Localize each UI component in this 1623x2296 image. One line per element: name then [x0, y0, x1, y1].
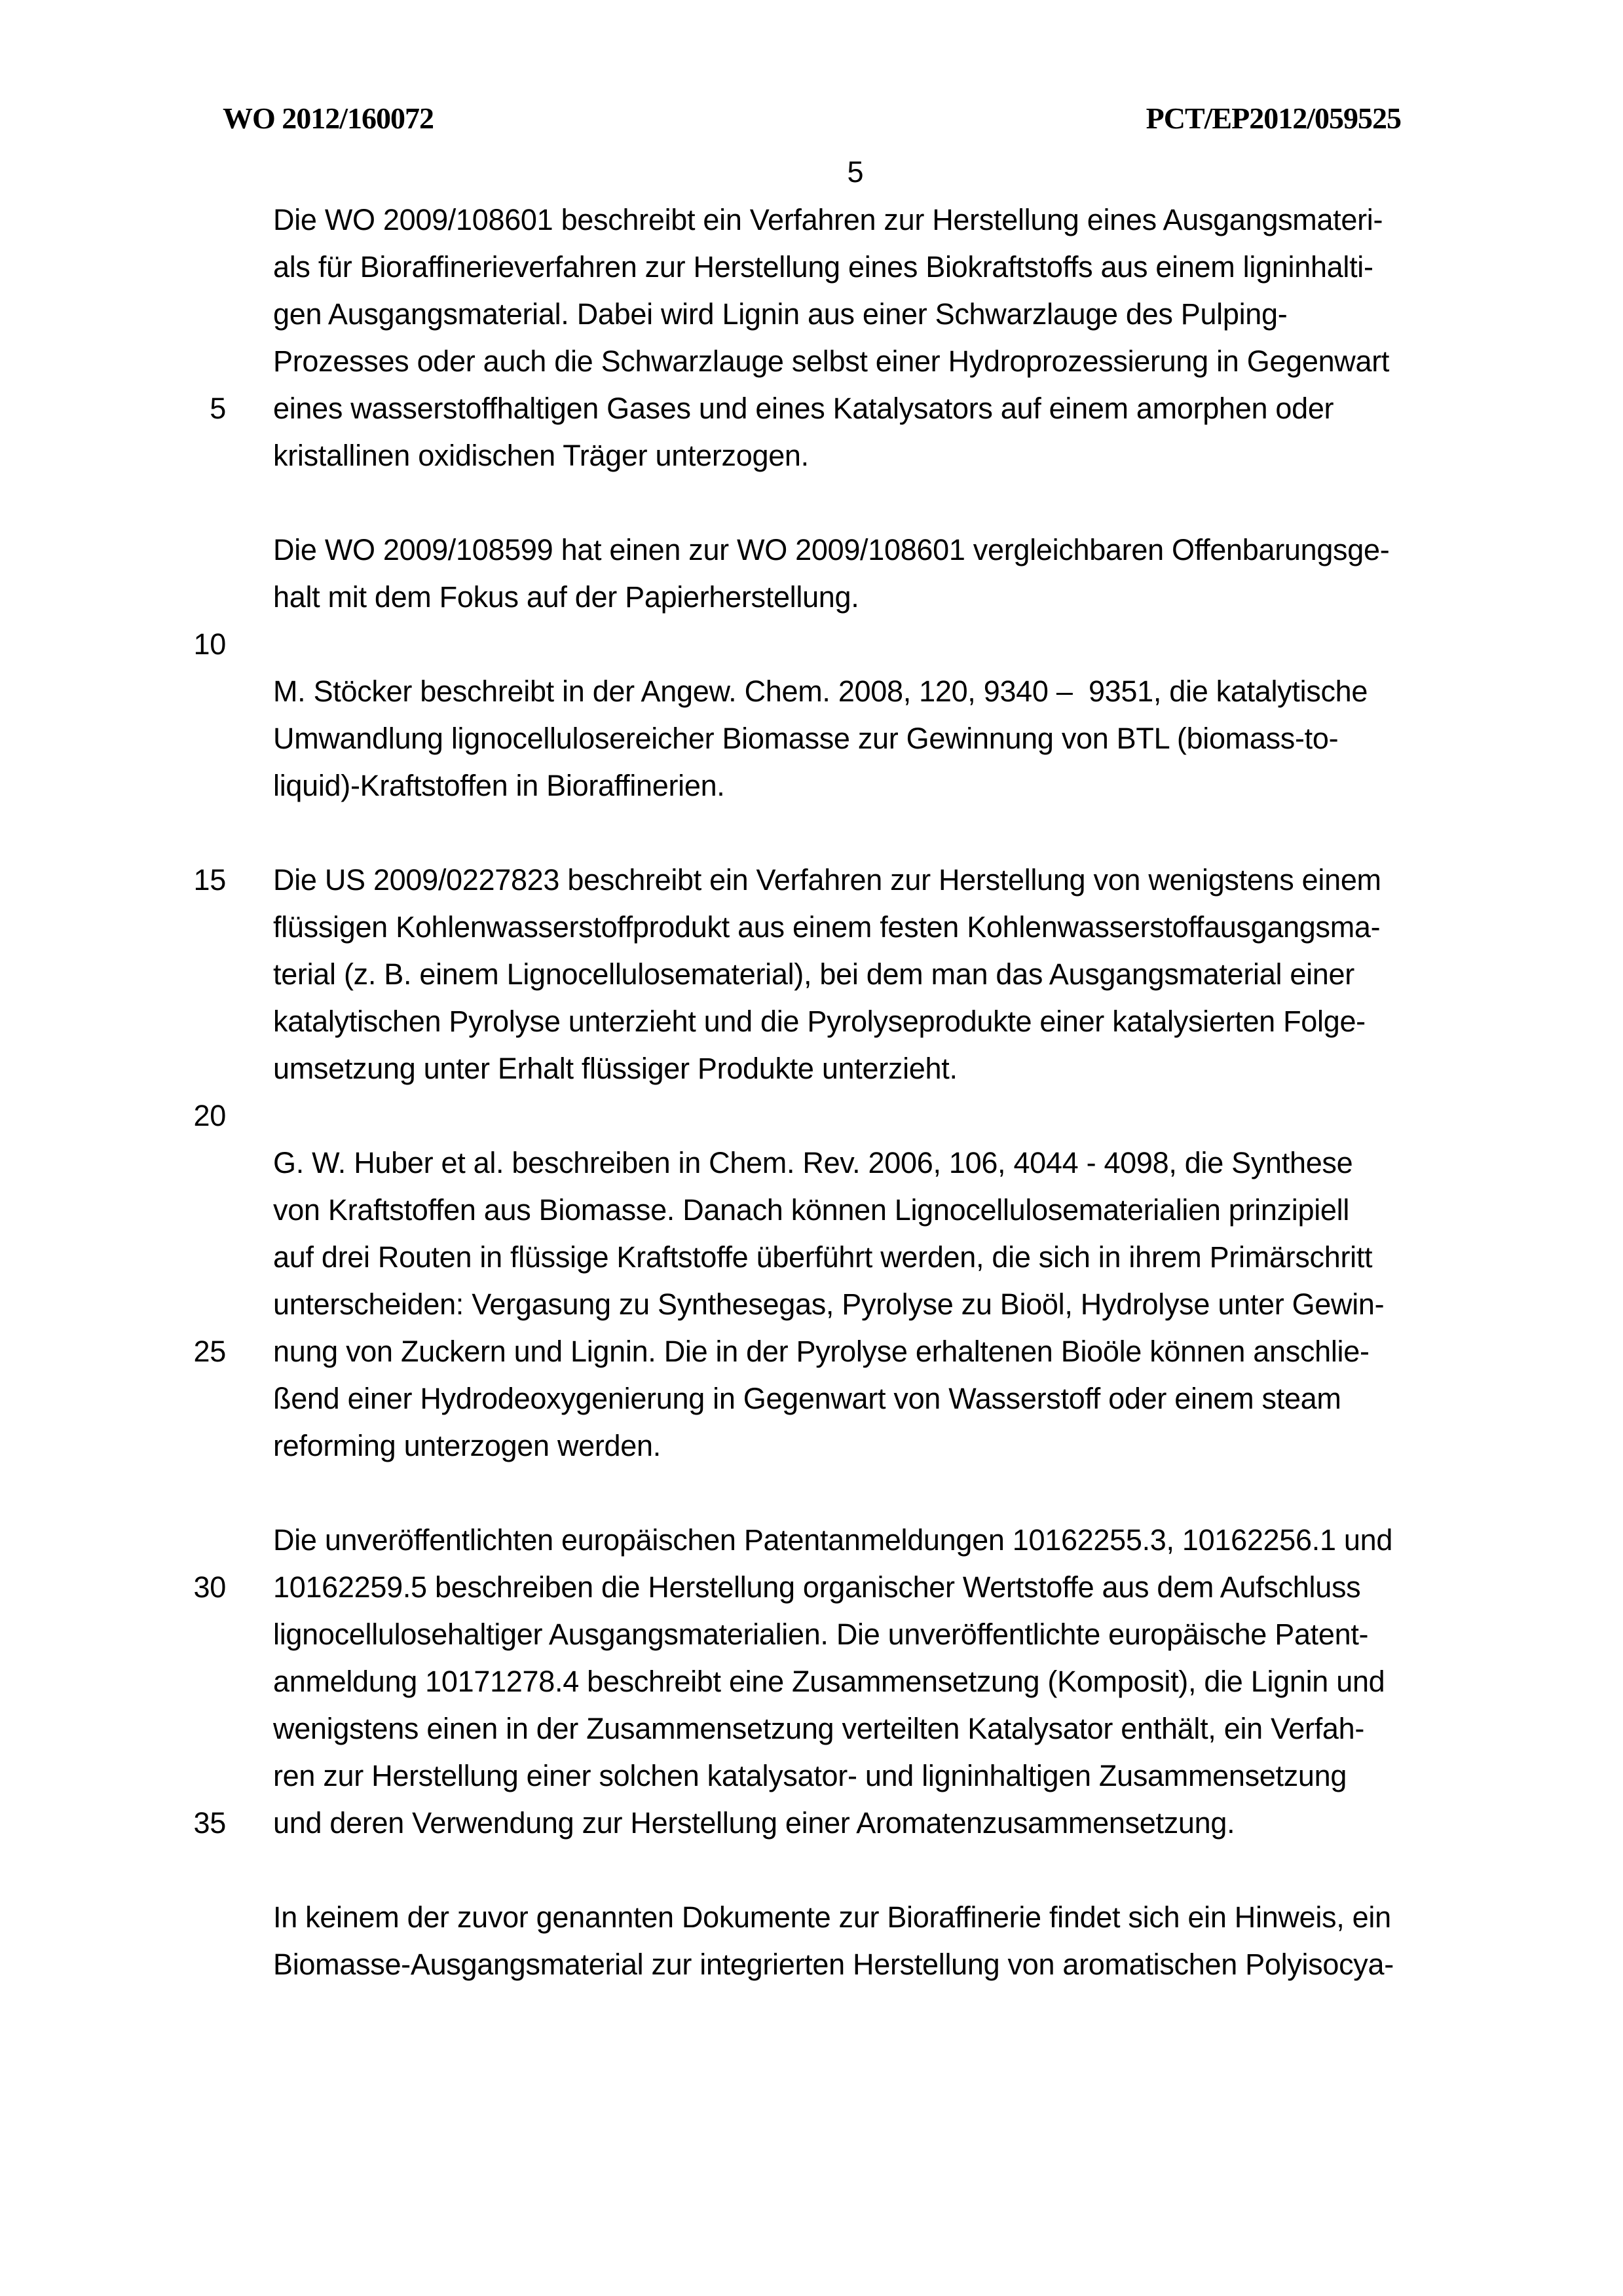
line-number: 10: [193, 627, 226, 661]
gutter-spacer: [118, 1752, 226, 1800]
gutter-spacer: [118, 998, 226, 1045]
gutter-spacer: [118, 715, 226, 762]
text-line: anmeldung 10171278.4 beschreibt eine Zusammensetzung (Komposit), die Lignin und: [273, 1665, 1385, 1698]
gutter-spacer: [118, 668, 226, 715]
text-line: [273, 1847, 1518, 1894]
line-number-gutter: [118, 196, 226, 1988]
text-line: als für Bioraffinerieverfahren zur Herstellung eines Biokraftstoffs aus einem ligninhalti-: [273, 250, 1373, 284]
gutter-spacer: [118, 762, 226, 809]
gutter-spacer: [118, 479, 226, 527]
gutter-spacer: [118, 904, 226, 951]
text-line: auf drei Routen in flüssige Kraftstoffe überführt werden, die sich in ihrem Primärschritt: [273, 1240, 1373, 1274]
gutter-spacer: [118, 1517, 226, 1564]
publication-number: WO 2012/160072: [223, 102, 434, 135]
gutter-spacer: [118, 1234, 226, 1281]
line-number: 20: [193, 1099, 226, 1132]
gutter-spacer: [118, 1705, 226, 1752]
text-line: ren zur Herstellung einer solchen katalysator- und ligninhaltigen Zusammensetzung: [273, 1759, 1347, 1792]
text-line: [273, 809, 1518, 857]
text-line: lignocellulosehaltiger Ausgangsmaterialien. Die unveröffentlichte europäische Patent-: [273, 1618, 1369, 1651]
text-line: Die unveröffentlichten europäischen Patentanmeldungen 10162255.3, 10162256.1 und: [273, 1523, 1393, 1557]
text-line: nung von Zuckern und Lignin. Die in der Pyrolyse erhaltenen Bioöle können anschlie-: [273, 1335, 1370, 1368]
line-number: 25: [193, 1335, 226, 1368]
text-line: In keinem der zuvor genannten Dokumente zur Bioraffinerie findet sich ein Hinweis, ein: [273, 1900, 1391, 1934]
text-line: wenigstens einen in der Zusammensetzung verteilten Katalysator enthält, ein Verfah-: [273, 1712, 1365, 1745]
text-line: von Kraftstoffen aus Biomasse. Danach können Lignocellulosematerialien prinzipiell: [273, 1193, 1350, 1227]
gutter-spacer: [118, 1894, 226, 1941]
gutter-spacer: [118, 1139, 226, 1187]
text-line: eines wasserstoffhaltigen Gases und eines Katalysators auf einem amorphen oder: [273, 392, 1334, 425]
text-line: Prozesses oder auch die Schwarzlauge selbst einer Hydroprozessierung in Gegenwart: [273, 344, 1390, 378]
gutter-spacer: [118, 1187, 226, 1234]
gutter-spacer: [118, 1422, 226, 1470]
text-line: [273, 1092, 1518, 1139]
text-line: G. W. Huber et al. beschreiben in Chem. Rev. 2006, 106, 4044 - 4098, die Synthese: [273, 1146, 1353, 1179]
text-line: Die WO 2009/108601 beschreibt ein Verfahren zur Herstellung eines Ausgangsmateri-: [273, 203, 1383, 236]
body-text: [273, 196, 1518, 1988]
gutter-spacer: [118, 1611, 226, 1658]
gutter-spacer: [118, 1045, 226, 1092]
text-line: Die US 2009/0227823 beschreibt ein Verfahren zur Herstellung von wenigstens einem: [273, 863, 1381, 897]
gutter-spacer: [118, 291, 226, 338]
text-line: liquid)-Kraftstoffen in Bioraffinerien.: [273, 769, 725, 802]
application-number: PCT/EP2012/059525: [1146, 102, 1401, 135]
line-number: 15: [193, 863, 226, 897]
gutter-spacer: [118, 809, 226, 857]
text-line: 10162259.5 beschreiben die Herstellung organischer Wertstoffe aus dem Aufschluss: [273, 1570, 1361, 1604]
gutter-spacer: [118, 951, 226, 998]
text-line: Die WO 2009/108599 hat einen zur WO 2009/108601 vergleichbaren Offenbarungsge-: [273, 533, 1390, 566]
gutter-spacer: [118, 1375, 226, 1422]
text-line: umsetzung unter Erhalt flüssiger Produkte unterzieht.: [273, 1052, 958, 1085]
page-number: 5: [847, 155, 864, 189]
gutter-spacer: [118, 1281, 226, 1328]
gutter-spacer: [118, 432, 226, 479]
text-line: halt mit dem Fokus auf der Papierherstellung.: [273, 580, 859, 614]
text-line: und deren Verwendung zur Herstellung einer Aromatenzusammensetzung.: [273, 1806, 1235, 1840]
text-line: katalytischen Pyrolyse unterzieht und die Pyrolyseprodukte einer katalysierten Folge-: [273, 1005, 1366, 1038]
text-line: [273, 479, 1518, 527]
text-line: reforming unterzogen werden.: [273, 1429, 661, 1462]
gutter-spacer: [118, 244, 226, 291]
text-line: M. Stöcker beschreibt in der Angew. Chem. 2008, 120, 9340 – 9351, die katalytische: [273, 675, 1368, 708]
text-line: terial (z. B. einem Lignocellulosematerial), bei dem man das Ausgangsmaterial einer: [273, 957, 1354, 991]
gutter-spacer: [118, 1658, 226, 1705]
text-line: [273, 1470, 1518, 1517]
text-line: gen Ausgangsmaterial. Dabei wird Lignin aus einer Schwarzlauge des Pulping-: [273, 297, 1288, 331]
gutter-spacer: [118, 574, 226, 621]
text-line: Umwandlung lignocellulosereicher Biomasse zur Gewinnung von BTL (biomass-to-: [273, 722, 1339, 755]
line-number: 30: [193, 1570, 226, 1604]
gutter-spacer: [118, 527, 226, 574]
text-line: ßend einer Hydrodeoxygenierung in Gegenwart von Wasserstoff oder einem steam: [273, 1382, 1341, 1415]
text-line: unterscheiden: Vergasung zu Synthesegas, Pyrolyse zu Bioöl, Hydrolyse unter Gewin-: [273, 1287, 1385, 1321]
gutter-spacer: [118, 1941, 226, 1988]
line-number: 35: [193, 1806, 226, 1840]
line-number: 5: [210, 392, 226, 425]
gutter-spacer: [118, 196, 226, 244]
text-line: flüssigen Kohlenwasserstoffprodukt aus einem festen Kohlenwasserstoffausgangsma-: [273, 910, 1381, 944]
gutter-spacer: [118, 338, 226, 385]
text-line: Biomasse-Ausgangsmaterial zur integrierten Herstellung von aromatischen Polyisocya-: [273, 1948, 1394, 1981]
text-line: [273, 621, 1518, 668]
gutter-spacer: [118, 1847, 226, 1894]
text-line: kristallinen oxidischen Träger unterzogen.: [273, 439, 809, 472]
gutter-spacer: [118, 1470, 226, 1517]
